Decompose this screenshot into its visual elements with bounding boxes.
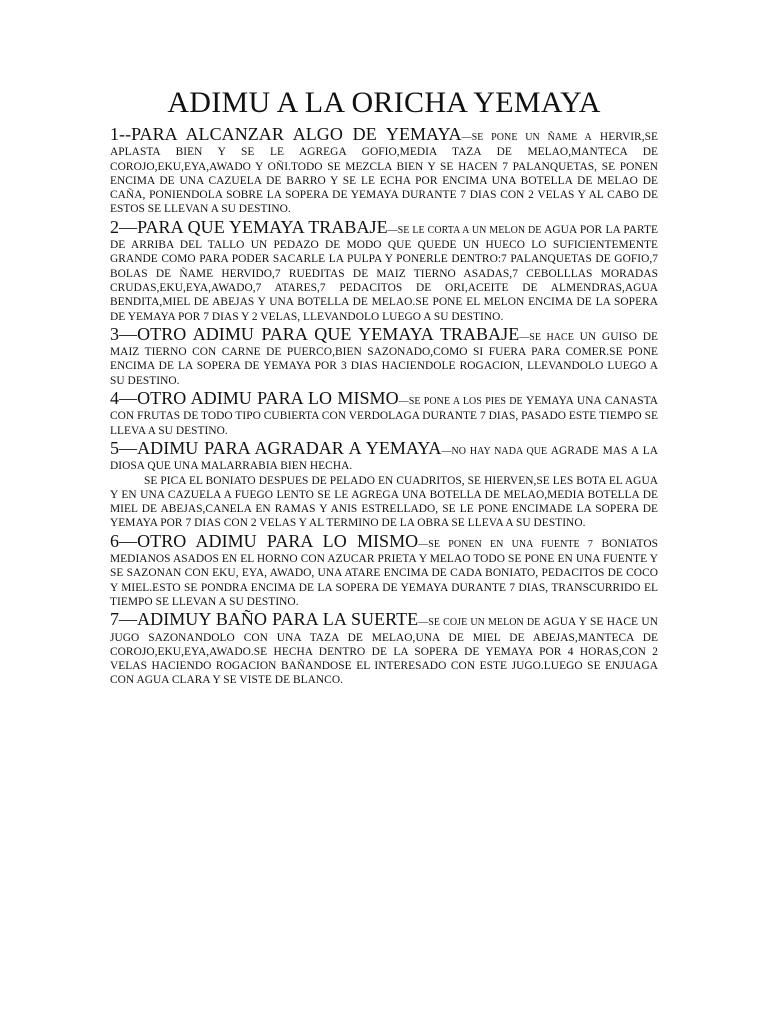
recipe-paragraph [110, 388, 658, 438]
recipe-item [110, 438, 658, 531]
recipe-lead: —SE COJE UN MELON DE [418, 617, 541, 629]
recipe-list [110, 124, 658, 688]
document-title: ADIMU A LA ORICHA YEMAYA [167, 86, 601, 119]
recipe-heading: 2—PARA QUE YEMAYA TRABAJE [110, 216, 388, 237]
recipe-item [110, 324, 658, 388]
recipe-body: AGRADE MAS A LA DIOSA QUE UNA MALARRABIA BIEN HECHA. [110, 444, 658, 473]
recipe-paragraph [110, 609, 658, 687]
recipe-body: HERVIR,SE APLASTA BIEN Y SE LE AGREGA GOFIO,MEDIA TAZA DE MELAO,MANTECA DE COROJO,EKU,EYA,AWADO Y OÑI.TODO SE MEZCLA BIEN Y SE HACEN 7 PALANQUETAS, SE PONEN ENCIMA DE UNA CAZUELA DE BARRO Y SE LE ECHA POR ENCIMA UNA BOTELLA DE MELAO DE CAÑA, PONIENDOLA SOBRE LA SOPERA DE YEMAYA DURANTE 7 DIAS CON 2 VELAS Y AL CABO DE ESTOS SE LLEVAN A SU DESTINO. [110, 131, 658, 216]
recipe-paragraph [110, 324, 658, 388]
recipe-body: BONIATOS MEDIANOS ASADOS EN EL HORNO CON AZUCAR PRIETA Y MELAO TODO SE PONE EN UNA FUENTE Y SE SAZONAN CON EKU, EYA, AWADO, UNA ATARE ENCIMA DE CADA BONIATO, PEDACITOS DE COCO Y MIEL.ESTO SE PONDRA ENCIMA DE LA SOPERA DE YEMAYA DURANTE 7 DIAS, TRANSCURRIDO EL TIEMPO SE LLEVAN A SU DESTINO. [110, 537, 658, 608]
recipe-lead: —SE LE CORTA A UN MELON DE [387, 224, 542, 236]
recipe-paragraph [110, 217, 658, 324]
recipe-item [110, 217, 658, 324]
recipe-paragraph [110, 124, 658, 217]
recipe-item [110, 124, 658, 217]
recipe-lead: —SE PONE UN ÑAME A [461, 132, 592, 143]
recipe-body: UN GUISO DE MAIZ TIERNO CON CARNE DE PUERCO,BIEN SAZONADO,COMO SI FUERA PARA COMER.SE PONE ENCIMA DE LA SOPERA DE YEMAYA POR 3 DIAS HACIENDOLE ROGACION, LLEVANDOLO LUEGO A SU DESTINO. [110, 330, 659, 387]
recipe-lead: —SE HACE [519, 331, 574, 343]
recipe-body: AGUA POR LA PARTE DE ARRIBA DEL TALLO UN PEDAZO DE MODO QUE QUEDE UN HUECO LO SUFICIENTEMENTE GRANDE COMO PARA PODER SACARLE LA PULPA Y PONERLE DENTRO:7 PALANQUETAS DE GOFIO,7 BOLAS DE ÑAME HERVIDO,7 RUEDITAS DE MAIZ TIERNO ASADAS,7 CEBOLLLAS MORADAS CRUDAS,EKU,EYA,AWADO,7 ATARES,7 PEDACITOS DE ORI,ACEITE DE ALMENDRAS,AGUA BENDITA,MIEL DE ABEJAS Y UNA BOTELLA DE MELAO.SE PONE EL MELON ENCIMA DE LA SOPERA DE YEMAYA POR 7 DIAS Y 2 VELAS, LLEVANDOLO LUEGO A SU DESTINO. [110, 223, 658, 323]
recipe-paragraph [110, 438, 658, 474]
recipe-item [110, 388, 658, 438]
recipe-item [110, 609, 658, 687]
recipe-heading: 1--PARA ALCANZAR ALGO DE YEMAYA [110, 124, 462, 144]
recipe-heading: 3—OTRO ADIMU PARA QUE YEMAYA TRABAJE [110, 323, 520, 344]
recipe-body: AGUA Y SE HACE UN JUGO SAZONANDOLO CON UNA TAZA DE MELAO,UNA DE MIEL DE ABEJAS,MANTECA DE COROJO,EKU,EYA,AWADO.SE HECHA DENTRO DE LA SOPERA DE YEMAYA POR 4 HORAS,CON 2 VELAS HACIENDO ROGACION BAÑANDOSE EL INTERESADO CON ESTE JUGO.LUEGO SE ENJUAGA CON AGUA CLARA Y SE VISTE DE BLANCO. [110, 616, 658, 687]
recipe-heading: 7—ADIMUY BAÑO PARA LA SUERTE [110, 609, 419, 630]
recipe-heading: 5—ADIMU PARA AGRADAR A YEMAYA [110, 437, 442, 458]
recipe-lead: —SE PONE A LOS PIES DE [398, 396, 523, 408]
recipe-item [110, 531, 658, 609]
recipe-heading: 4—OTRO ADIMU PARA LO MISMO [110, 388, 399, 409]
recipe-body: YEMAYA UNA CANASTA CON FRUTAS DE TODO TIPO CUBIERTA CON VERDOLAGA DURANTE 7 DIAS, PASADO ESTE TIEMPO SE LLEVA A SU DESTINO. [110, 395, 658, 437]
recipe-paragraph-continued: SE PICA EL BONIATO DESPUES DE PELADO EN CUADRITOS, SE HIERVEN,SE LES BOTA EL AGUA Y EN UNA CAZUELA A FUEGO LENTO SE LE AGREGA UNA BOTELLA DE MELAO,MEDIA BOTELLA DE MIEL DE ABEJAS,CANELA EN RAMAS Y ANIS ESTRELLADO, SE LE PONE ENCIMADE LA SOPERA DE YEMAYA POR 7 DIAS CON 2 VELAS Y AL TERMINO DE LA OBRA SE LLEVA A SU DESTINO. [110, 474, 658, 530]
recipe-heading: 6—OTRO ADIMU PARA LO MISMO [110, 530, 419, 551]
recipe-paragraph [110, 531, 658, 609]
recipe-lead: —NO HAY NADA QUE [441, 445, 548, 457]
recipe-lead: —SE PONEN EN UNA FUENTE 7 [418, 538, 593, 550]
